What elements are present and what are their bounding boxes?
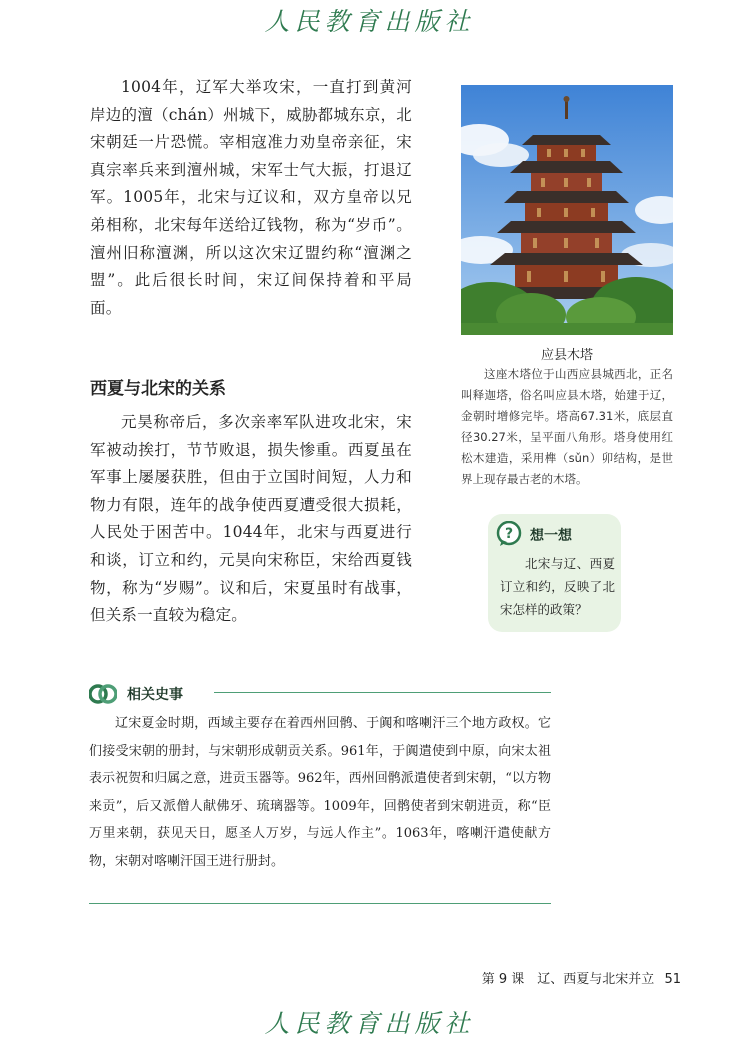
related-bottom-rule <box>89 903 551 904</box>
photo-caption: 这座木塔位于山西应县城西北，正名叫释迦塔，俗名叫应县木塔，始建于辽，金朝时增修完毕。塔高67.31米，底层直径30.27米，呈平面八角形。塔身使用红松木建造，采用榫（sǔn）卯结构，是世界上现存最古老的木塔。 <box>461 367 673 486</box>
think-box <box>488 514 621 632</box>
page-footer <box>476 968 681 987</box>
svg-text:?: ? <box>504 526 514 542</box>
paragraph-chanyuan-treaty: 1004年，辽军大举攻宋，一直打到黄河岸边的澶（chán）州城下，威胁都城东京，北宋朝廷一片恐慌。宰相寇准力劝皇帝亲征，宋真宗率兵来到澶州城，宋军士气大振，打退辽军。1005年，北宋与辽议和，双方皇帝以兄弟相称，北宋每年送给辽钱物，称为“岁币”。澶州旧称澶渊，所以这次宋辽盟约称“澶渊之盟”。此后很长时间，宋辽间保持着和平局面。 <box>90 78 412 317</box>
related-history-icon <box>89 681 117 707</box>
related-top-rule <box>214 692 551 693</box>
publisher-header: 人民教育出版社 <box>264 7 475 36</box>
page-number: 51 <box>664 972 681 987</box>
photo-title: 应县木塔 <box>540 348 593 363</box>
publisher-footer: 人民教育出版社 <box>264 1009 475 1038</box>
related-history-title: 相关史事 <box>127 687 183 703</box>
think-question: 北宋与辽、西夏订立和约，反映了北宋怎样的政策？ <box>500 556 615 617</box>
yingxian-pagoda-photo <box>461 85 673 335</box>
question-bubble-icon <box>496 521 522 547</box>
related-history-body: 辽宋夏金时期，西域主要存在着西州回鹘、于阗和喀喇汗三个地方政权。它们接受宋朝的册封，与宋朝形成朝贡关系。961年，于阗遣使到中原，向宋太祖表示祝贺和归属之意，进贡玉器等。962年，西州回鹘派遣使者到宋朝，“以方物来贡”，后又派僧人献佛牙、琉璃器等。1009年，回鹘使者到宋朝进贡，称“臣万里来朝，获见天日，愿圣人万岁，与远人作主”。1063年，喀喇汗遣使献方物，宋朝对喀喇汗国王进行册封。 <box>89 716 551 869</box>
lesson-title: 第 9 课 辽、西夏与北宋并立 <box>481 972 655 987</box>
paragraph-xixia-song: 元昊称帝后，多次亲率军队进攻北宋，宋军被动挨打，节节败退，损失惨重。西夏虽在军事上屡屡获胜，但由于立国时间短，人力和物力有限，连年的战争使西夏遭受很大损耗，人民处于困苦中。1044年，北宋与西夏进行和谈，订立和约，元昊向宋称臣，宋给西夏钱物，称为“岁赐”。议和后，宋夏虽时有战事，但关系一直较为稳定。 <box>90 413 412 625</box>
think-title: 想一想 <box>530 528 572 544</box>
section-heading: 西夏与北宋的关系 <box>90 379 226 399</box>
